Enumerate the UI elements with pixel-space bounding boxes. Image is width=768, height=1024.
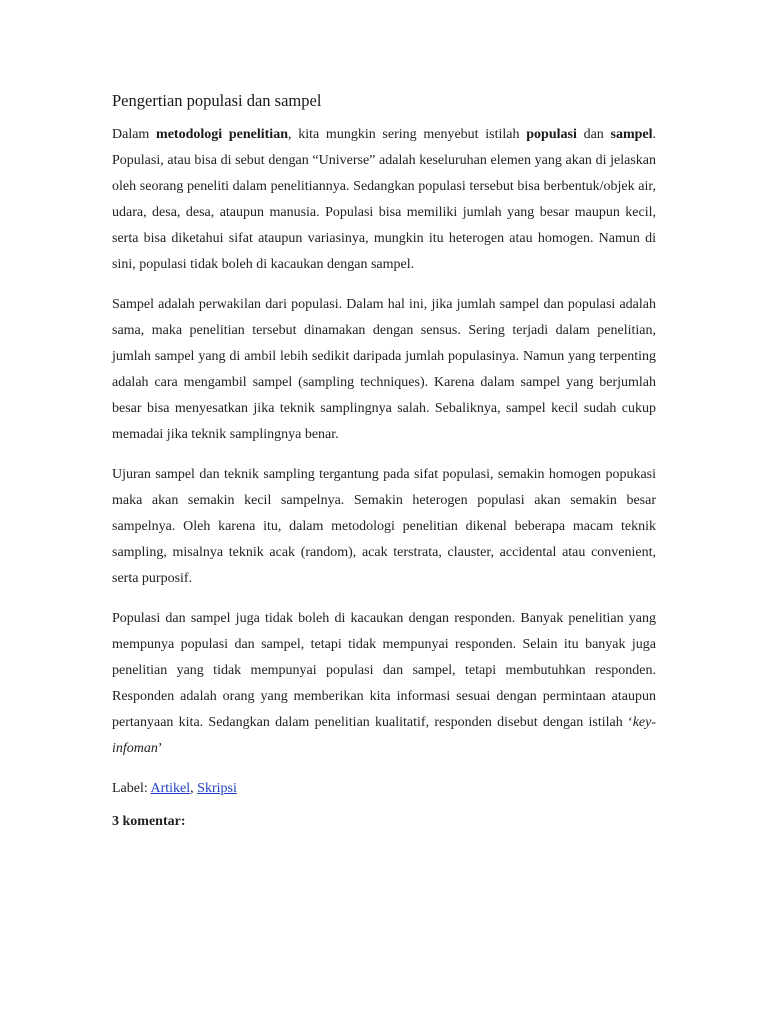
post-labels <box>112 776 656 802</box>
p1-bold-metodologi: metodologi penelitian <box>156 127 288 142</box>
article-title: Pengertian populasi dan sampel <box>112 91 322 110</box>
p1-text-2: , kita mungkin sering menyebut istilah <box>288 127 527 142</box>
p1-text-3: dan <box>576 127 611 142</box>
article <box>112 88 656 835</box>
p1-text-4: . Populasi, atau bisa di sebut dengan “Universe” adalah keseluruhan elemen yang akan di jelaskan oleh seorang peneliti dalam penelitiannya. Sedangkan populasi tersebut bisa berbentuk/objek air, udara, desa, desa, ataupun manusia. Populasi bisa memiliki jumlah yang besar maupun kecil, serta bisa diketahui sifat ataupun variasinya, mungkin itu heterogen atau homogen. Namun di sini, populasi tidak boleh di kacaukan dengan sampel. <box>112 127 656 272</box>
paragraph-3: Ujuran sampel dan teknik sampling tergantung pada sifat populasi, semakin homogen popukasi maka akan semakin kecil sampelnya. Semakin heterogen populasi akan semakin besar sampelnya. Oleh karena itu, dalam metodologi penelitian dikenal beberapa macam teknik sampling, misalnya teknik acak (random), acak terstrata, clauster, accidental atau convenient, serta purposif. <box>112 467 656 586</box>
paragraph-4 <box>112 606 656 762</box>
p4-italic-key-infoman: key-infoman <box>112 715 656 756</box>
p4-text-1: Populasi dan sampel juga tidak boleh di kacaukan dengan responden. Banyak penelitian yang mempunya populasi dan sampel, tetapi tidak mempunyai responden. Selain itu banyak juga penelitian yang tidak mempunyai populasi dan sampel, tetapi membutuhkan responden. Responden adalah orang yang memberikan kita informasi sesuai dengan permintaan ataupun pertanyaan kita. Sedangkan dalam penelitian kualitatif, responden disebut dengan istilah ‘ <box>112 611 656 730</box>
p1-bold-sampel: sampel <box>610 127 653 142</box>
labels-separator: , <box>190 781 198 796</box>
labels-prefix: Label: <box>112 781 151 796</box>
label-link-artikel[interactable]: Artikel <box>150 781 191 796</box>
paragraph-2: Sampel adalah perwakilan dari populasi. Dalam hal ini, jika jumlah sampel dan populasi adalah sama, maka penelitian tersebut dinamakan dengan sensus. Sering terjadi dalam penelitian, jumlah sampel yang di ambil lebih sedikit daripada jumlah populasinya. Namun yang terpenting adalah cara mengambil sampel (sampling techniques). Karena dalam sampel yang berjumlah besar bisa menyesatkan jika teknik samplingnya salah. Sebaliknya, sampel kecil sudah cukup memadai jika teknik samplingnya benar. <box>112 297 656 442</box>
p1-bold-populasi: populasi <box>526 127 577 142</box>
comments-heading: 3 komentar: <box>112 814 186 829</box>
paragraph-1 <box>112 122 656 278</box>
label-link-skripsi[interactable]: Skripsi <box>197 781 237 796</box>
p1-text-1: Dalam <box>112 127 157 142</box>
p4-text-2: ’ <box>157 741 163 756</box>
